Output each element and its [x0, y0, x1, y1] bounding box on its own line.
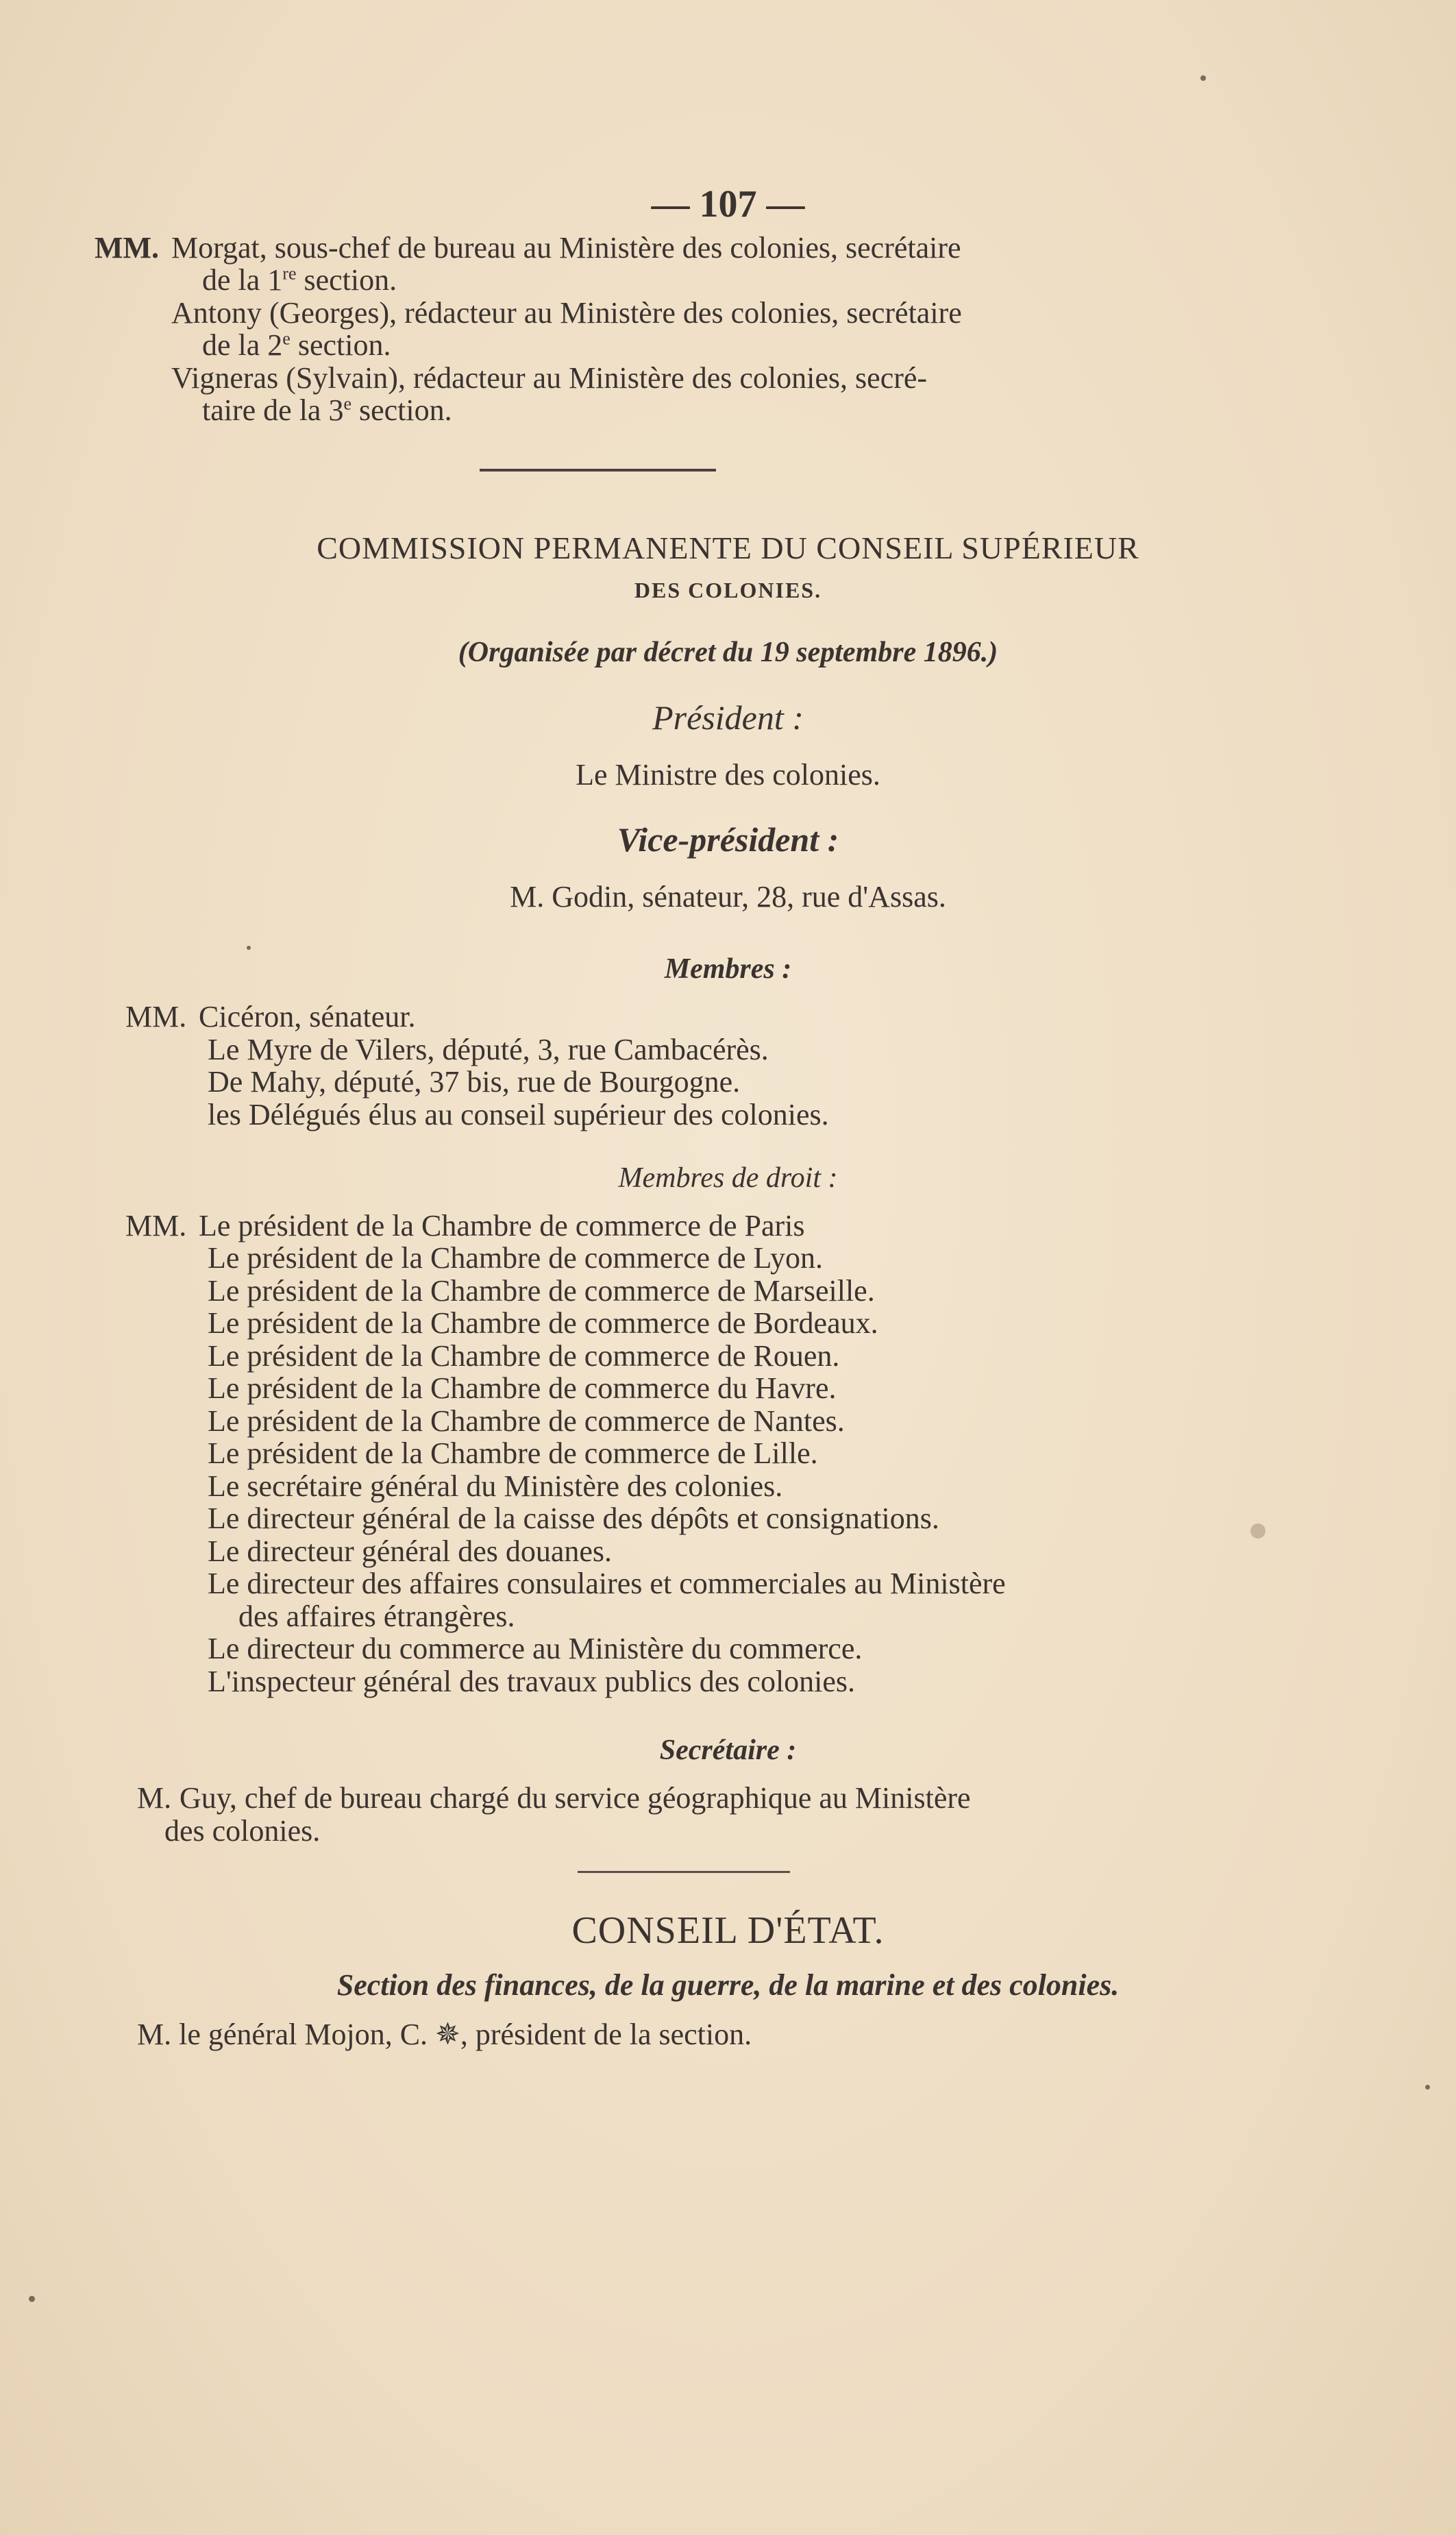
ex-officio-line: Le président de la Chambre de commerce de Lyon. [208, 1241, 823, 1275]
ex-officio-line: des affaires étrangères. [238, 1600, 515, 1633]
section1-line: de la 1re section. [202, 263, 397, 297]
vice-president-heading: Vice-président : [617, 820, 839, 859]
member-line: les Délégués élus au conseil supérieur des colonies. [208, 1098, 829, 1131]
page-number: — 107 — [651, 183, 805, 225]
ex-officio-line: Le secrétaire général du Ministère des colonies. [208, 1469, 783, 1503]
ex-officio-line: Le directeur général des douanes. [208, 1534, 613, 1568]
secretary-heading: Secrétaire : [659, 1735, 797, 1766]
section1-line: taire de la 3e section. [202, 393, 452, 427]
president-name: Le Ministre des colonies. [576, 758, 880, 792]
member-line: De Mahy, député, 37 bis, rue de Bourgogne. [208, 1065, 741, 1099]
president-heading: Président : [652, 698, 804, 737]
commission-title: COMMISSION PERMANENTE DU CONSEIL SUPÉRIEUR [317, 530, 1139, 565]
ex-officio-heading: Membres de droit : [618, 1162, 838, 1194]
ex-officio-line: Le président de la Chambre de commerce de Marseille. [208, 1274, 875, 1308]
secretary-line: Guy, chef de bureau chargé du service géographique au Ministère [180, 1781, 971, 1815]
paper-speck [1250, 1523, 1266, 1539]
conseil-etat-title: CONSEIL D'ÉTAT. [571, 1909, 885, 1952]
paper-speck [1200, 75, 1206, 81]
separator-rule [480, 469, 716, 472]
secretary-line: des colonies. [164, 1814, 321, 1848]
members-heading: Membres : [664, 953, 792, 985]
ex-officio-line: Le président de la Chambre de commerce de Lille. [208, 1436, 818, 1470]
section1-line: Vigneras (Sylvain), rédacteur au Ministère des colonies, secré- [171, 361, 928, 395]
separator-rule [578, 1871, 790, 1873]
vice-president-name: M. Godin, sénateur, 28, rue d'Assas. [510, 880, 946, 914]
members-prefix: MM. [125, 1000, 187, 1033]
ex-officio-line: Le président de la Chambre de commerce du Havre. [208, 1371, 837, 1405]
paper-speck [1425, 2085, 1430, 2090]
section1-prefix: MM. [95, 231, 160, 265]
ex-officio-line: Le président de la Chambre de commerce de Rouen. [208, 1339, 840, 1373]
section1-line: de la 2e section. [202, 328, 391, 362]
ex-officio-line: Le président de la Chambre de commerce de Nantes. [208, 1404, 845, 1438]
paper-speck [29, 2296, 35, 2302]
ex-officio-prefix: MM. [125, 1209, 187, 1242]
decree-line: (Organisée par décret du 19 septembre 1896.) [458, 637, 998, 668]
member-line: Cicéron, sénateur. [199, 1000, 416, 1033]
ex-officio-line: Le directeur du commerce au Ministère du commerce. [208, 1632, 863, 1665]
conseil-etat-president: M. le général Mojon, C. ✵, président de la section. [137, 2018, 752, 2051]
secretary-prefix: M. [137, 1781, 172, 1815]
ex-officio-line: L'inspecteur général des travaux publics des colonies. [208, 1665, 856, 1698]
ex-officio-line: Le directeur des affaires consulaires et commerciales au Ministère [208, 1567, 1006, 1600]
paper-speck [247, 946, 251, 950]
ex-officio-line: Le président de la Chambre de commerce de Bordeaux. [208, 1306, 878, 1340]
section1-line: Morgat, sous-chef de bureau au Ministère des colonies, secrétaire [171, 231, 961, 265]
conseil-etat-section: Section des finances, de la guerre, de la marine et des colonies. [336, 1968, 1120, 2002]
ex-officio-line: Le président de la Chambre de commerce de Paris [199, 1209, 805, 1242]
section1-line: Antony (Georges), rédacteur au Ministère des colonies, secrétaire [171, 296, 962, 330]
ex-officio-line: Le directeur général de la caisse des dépôts et consignations. [208, 1502, 939, 1535]
member-line: Le Myre de Vilers, député, 3, rue Cambacérès. [208, 1033, 769, 1066]
commission-subtitle: DES COLONIES. [634, 578, 822, 602]
